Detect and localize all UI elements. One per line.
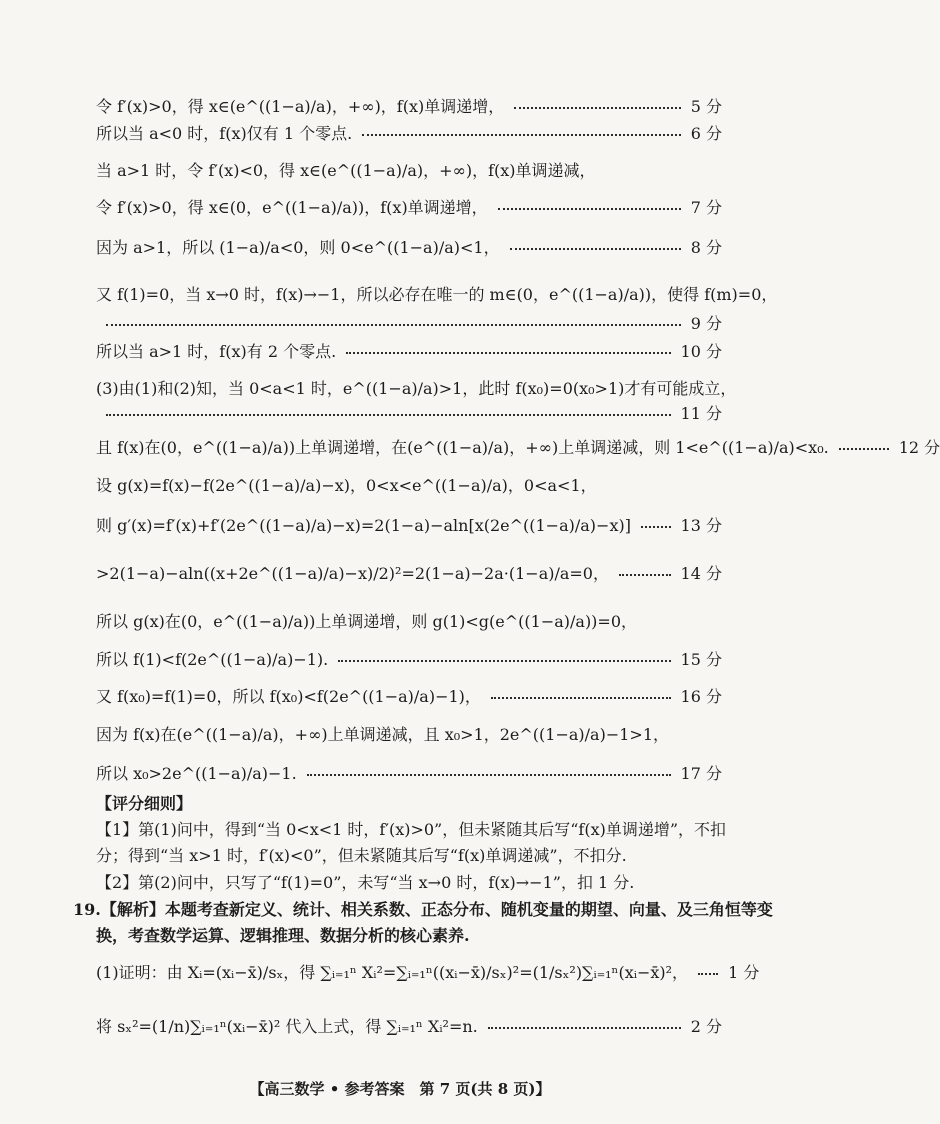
q19-step: 将 sₓ²=(1/n)∑ᵢ₌₁ⁿ(xᵢ−x̄)² 代入上式，得 ∑ᵢ₌₁ⁿ Xᵢ²=n. 2 分	[96, 1016, 722, 1036]
scoring-item: 【2】第(2)问中，只写了“f(1)=0”，未写“当 x→0 时，f(x)→−1”，扣 1 分.	[96, 872, 635, 892]
dot-leader	[362, 134, 681, 136]
q19-analysis: 19.【解析】本题考查新定义、统计、相关系数、正态分布、随机变量的期望、向量、及三角恒等变	[73, 899, 773, 919]
page-footer: 【高三数学 • 参考答案 第 7 页(共 8 页)】	[249, 1080, 551, 1098]
dot-leader	[491, 697, 671, 699]
solution-line: 9 分	[96, 307, 722, 337]
solution-line: 又 f(x₀)=f(1)=0，所以 f(x₀)<f(2e^((1−a)/a)−1)， 16 分	[96, 686, 722, 706]
solution-line: 所以 g(x)在(0，e^((1−a)/a))上单调递增，则 g(1)<g(e^((1−a)/a))=0，	[96, 611, 638, 631]
solution-line: 因为 a>1，所以 (1−a)/a<0，则 0<e^((1−a)/a)<1， 8 分	[96, 237, 722, 257]
solution-line: 所以 x₀>2e^((1−a)/a)−1. 17 分	[96, 763, 722, 783]
dot-leader	[498, 208, 681, 210]
solution-line: 11 分	[96, 397, 722, 427]
dot-leader	[106, 414, 671, 416]
solution-line: 又 f(1)=0，当 x→0 时，f(x)→−1，所以必存在唯一的 m∈(0，e^((1−a)/a))，使得 f(m)=0，	[96, 284, 778, 304]
solution-line: 令 f′(x)>0，得 x∈(0，e^((1−a)/a))，f(x)单调递增， 7 分	[96, 197, 722, 217]
solution-line: 因为 f(x)在(e^((1−a)/a)，+∞)上单调递减，且 x₀>1，2e^((1−a)/a)−1>1，	[96, 724, 669, 744]
dot-leader	[488, 1027, 681, 1029]
dot-leader	[106, 324, 681, 326]
q19-step: (1)证明：由 Xᵢ=(xᵢ−x̄)/sₓ，得 ∑ᵢ₌₁ⁿ Xᵢ²=∑ᵢ₌₁ⁿ((xᵢ−x̄)/sₓ)²=(1/sₓ²)∑ᵢ₌₁ⁿ(xᵢ−x̄)²， 1 分	[96, 962, 760, 982]
dot-leader	[510, 248, 681, 250]
dot-leader	[619, 574, 671, 576]
q19-analysis: 换，考查数学运算、逻辑推理、数据分析的核心素养.	[96, 925, 470, 945]
solution-line: 所以当 a>1 时，f(x)有 2 个零点. 10 分	[96, 341, 722, 361]
dot-leader	[641, 526, 671, 528]
solution-line: 所以当 a<0 时，f(x)仅有 1 个零点. 6 分	[96, 123, 722, 143]
dot-leader	[698, 973, 718, 975]
dot-leader	[839, 448, 889, 450]
solution-line: 所以 f(1)<f(2e^((1−a)/a)−1). 15 分	[96, 649, 722, 669]
scoring-item: 【1】第(1)问中，得到“当 0<x<1 时，f′(x)>0”，但未紧随其后写“f(x)单调递增”，不扣	[96, 819, 727, 839]
solution-line: >2(1−a)−aln((x+2e^((1−a)/a)−x)/2)²=2(1−a)−2a·(1−a)/a=0， 14 分	[96, 563, 722, 583]
scoring-item: 分；得到“当 x>1 时，f′(x)<0”，但未紧随其后写“f(x)单调递减”，不扣分.	[96, 845, 627, 865]
scoring-heading: 【评分细则】	[96, 793, 193, 813]
dot-leader	[307, 774, 671, 776]
solution-line: 且 f(x)在(0，e^((1−a)/a))上单调递增，在(e^((1−a)/a)，+∞)上单调递减，则 1<e^((1−a)/a)<x₀. 12 分	[96, 437, 940, 457]
solution-line: 当 a>1 时，令 f′(x)<0，得 x∈(e^((1−a)/a)，+∞)，f(x)单调递减，	[96, 160, 596, 180]
dot-leader	[514, 107, 680, 109]
dot-leader	[346, 352, 670, 354]
solution-line: 设 g(x)=f(x)−f(2e^((1−a)/a)−x)，0<x<e^((1−a)/a)，0<a<1，	[96, 475, 597, 495]
dot-leader	[338, 660, 670, 662]
solution-line: (3)由(1)和(2)知，当 0<a<1 时，e^((1−a)/a)>1，此时 f(x₀)=0(x₀>1)才有可能成立，	[96, 378, 737, 398]
solution-line: 则 g′(x)=f′(x)+f′(2e^((1−a)/a)−x)=2(1−a)−aln[x(2e^((1−a)/a)−x)] 13 分	[96, 515, 722, 535]
solution-line: 令 f′(x)>0，得 x∈(e^((1−a)/a)，+∞)，f(x)单调递增， 5 分	[96, 96, 722, 116]
